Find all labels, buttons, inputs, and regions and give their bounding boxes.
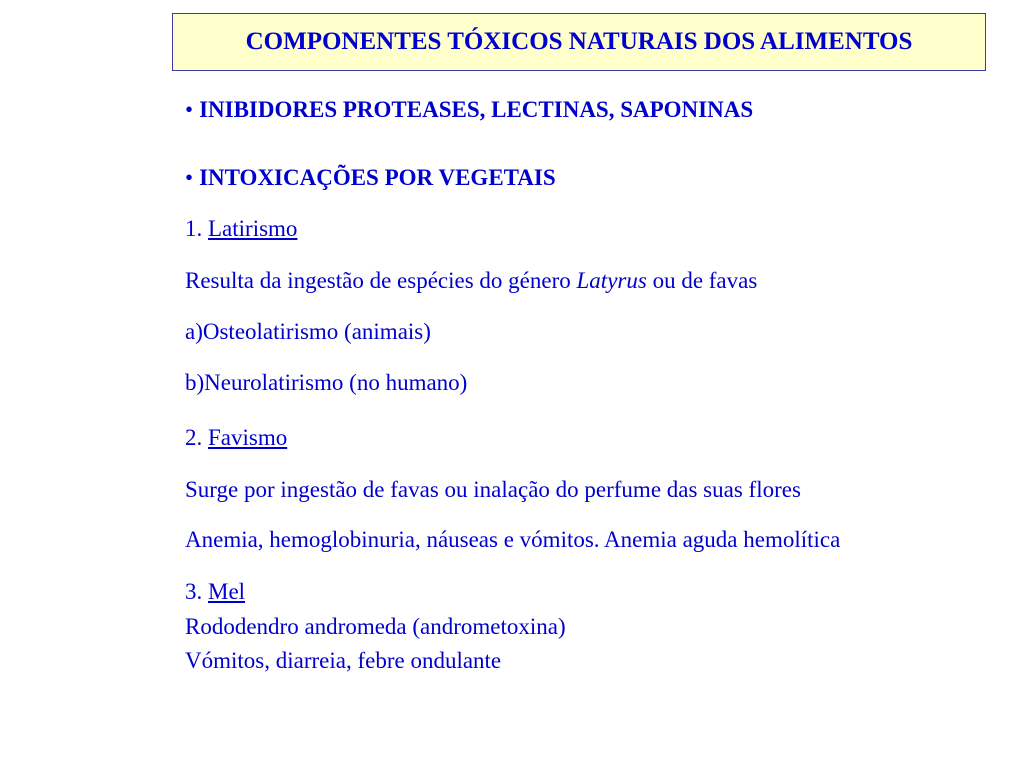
section-heading-mel <box>185 578 245 606</box>
bullet-item-label: INTOXICAÇÕES POR VEGETAIS <box>199 165 556 190</box>
section-number: 3. <box>185 579 203 604</box>
bullet-item-inibidores <box>185 96 753 124</box>
slide-title: COMPONENTES TÓXICOS NATURAIS DOS ALIMENTOS <box>245 28 913 55</box>
favismo-line-1: Surge por ingestão de favas ou inalação do perfume das suas flores <box>185 477 801 502</box>
section-title: Favismo <box>208 425 288 450</box>
bullet-item-intoxicacoes <box>185 164 556 192</box>
bullet-icon: • <box>185 97 194 122</box>
intro-text-end: ou de favas <box>646 268 758 293</box>
section-heading-latirismo <box>185 215 297 243</box>
section-number: 1. <box>185 216 203 241</box>
latirismo-item-a: a)Osteolatirismo (animais) <box>185 319 431 344</box>
bullet-item-label: INIBIDORES PROTEASES, LECTINAS, SAPONINAS <box>199 97 754 122</box>
slide-title-box <box>172 13 986 71</box>
section-title: Latirismo <box>208 216 298 241</box>
bullet-icon: • <box>185 165 194 190</box>
favismo-line-2: Anemia, hemoglobinuria, náuseas e vómitos. Anemia aguda hemolítica <box>185 527 841 552</box>
genus-name: Latyrus <box>576 268 647 293</box>
section-heading-favismo <box>185 424 287 452</box>
mel-line-1: Rododendro andromeda (andrometoxina) <box>185 614 566 639</box>
latirismo-item-b: b)Neurolatirismo (no humano) <box>185 370 468 395</box>
mel-line-2: Vómitos, diarreia, febre ondulante <box>185 648 502 673</box>
section-title: Mel <box>208 579 246 604</box>
section-number: 2. <box>185 425 203 450</box>
latirismo-intro <box>185 267 757 295</box>
intro-text: Resulta da ingestão de espécies do género <box>185 268 577 293</box>
